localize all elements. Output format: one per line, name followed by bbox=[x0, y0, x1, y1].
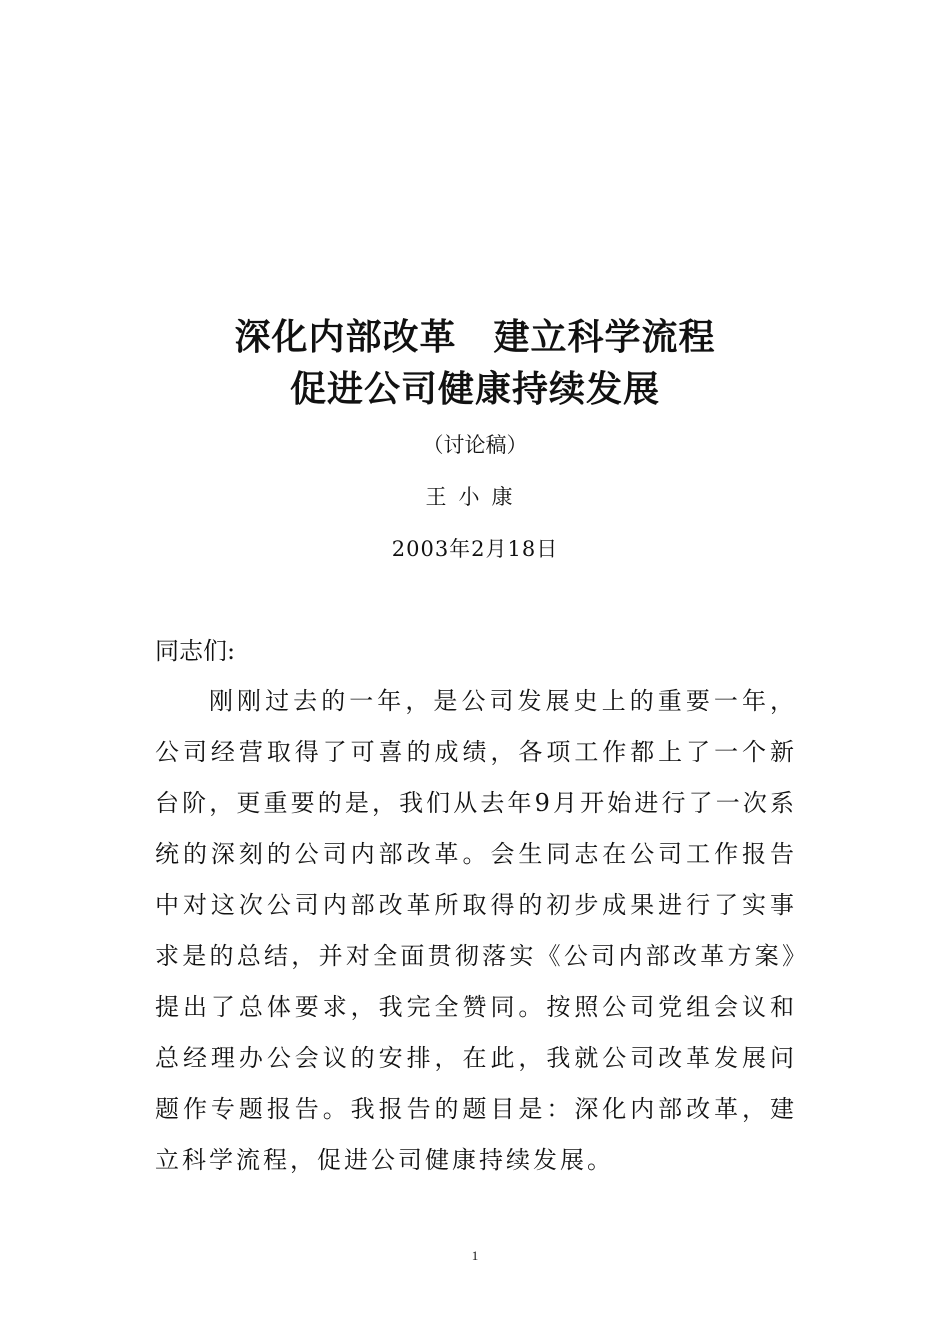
body-paragraph: 刚刚过去的一年，是公司发展史上的重要一年，公司经营取得了可喜的成绩，各项工作都上了一个新台阶，更重要的是，我们从去年9月开始进行了一次系统的深刻的公司内部改革。会生同志在公司工作报告中对这次公司内部改革所取得的初步成果进行了实事求是的总结，并对全面贯彻落实《公司内部改革方案》提出了总体要求，我完全赞同。按照公司党组会议和总经理办公会议的安排，在此，我就公司改革发展问题作专题报告。我报告的题目是：深化内部改革，建立科学流程，促进公司健康持续发展。 bbox=[155, 687, 797, 1174]
title-line-2: 促进公司健康持续发展 bbox=[289, 369, 660, 410]
document-date: 2003年2月18日 bbox=[391, 537, 559, 561]
author-name: 王小康 bbox=[425, 485, 525, 509]
document-title bbox=[0, 312, 950, 416]
salutation: 同志们: bbox=[155, 637, 236, 665]
page-number: 1 bbox=[471, 1248, 479, 1263]
title-line-1: 深化内部改革 建立科学流程 bbox=[234, 317, 716, 358]
draft-label: （讨论稿） bbox=[422, 433, 528, 457]
